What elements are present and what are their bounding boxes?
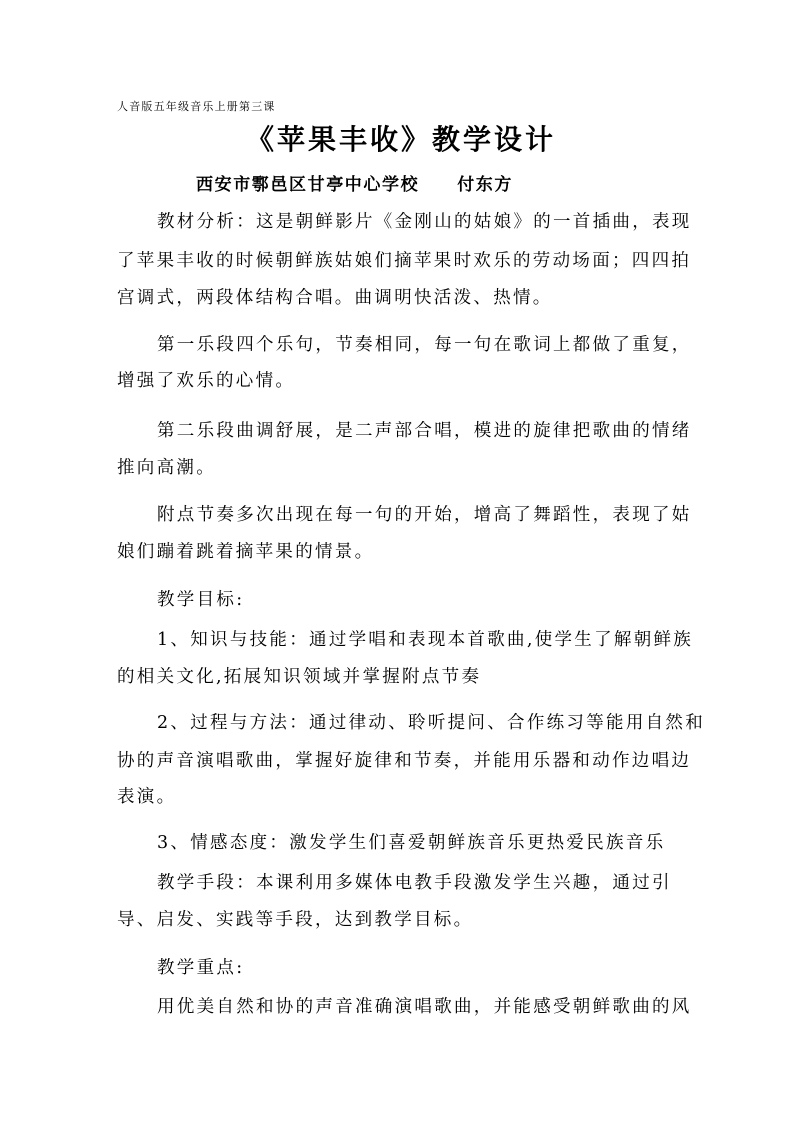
paragraph-line: 的相关文化,拓展知识领域并掌握附点节奏: [117, 667, 482, 687]
author-name: 付东方: [457, 175, 514, 195]
paragraph-line: 教材分析：这是朝鲜影片《金刚山的姑娘》的一首插曲，表现: [157, 212, 692, 232]
paragraph-line: 3、情感态度：激发学生们喜爱朝鲜族音乐更热爱民族音乐: [157, 833, 666, 853]
paragraph-line: 娘们蹦着跳着摘苹果的情景。: [117, 542, 375, 562]
paragraph-line: 宫调式，两段体结构合唱。曲调明快活泼、热情。: [117, 288, 553, 308]
author-line: [196, 170, 513, 195]
paragraph-line: 2、过程与方法：通过律动、聆听提问、合作练习等能用自然和: [157, 713, 706, 733]
paragraph-line: 增强了欢乐的心情。: [117, 371, 296, 391]
paragraph-line: 导、启发、实践等手段，达到教学目标。: [117, 910, 474, 930]
paragraph-line: 推向高潮。: [117, 458, 216, 478]
paragraph-line: 附点节奏多次出现在每一句的开始，增高了舞蹈性，表现了姑: [157, 505, 692, 525]
paragraph-line: 第二乐段曲调舒展，是二声部合唱，模进的旋律把歌曲的情绪: [157, 421, 692, 441]
section-heading: 教学目标:: [157, 590, 245, 610]
paragraph-line: 用优美自然和协的声音准确演唱歌曲，并能感受朝鲜歌曲的风: [157, 997, 692, 1017]
school-name: 西安市鄠邑区甘亭中心学校: [196, 175, 420, 195]
paragraph-line: 教学手段：本课利用多媒体电教手段激发学生兴趣，通过引: [157, 873, 672, 893]
section-heading: 教学重点:: [157, 958, 245, 978]
paragraph-line: 协的声音演唱歌曲，掌握好旋律和节奏，并能用乐器和动作边唱边: [117, 751, 692, 771]
paragraph-line: 了苹果丰收的时候朝鲜族姑娘们摘苹果时欢乐的劳动场面；四四拍: [117, 251, 692, 271]
lesson-header-note: 人音版五年级音乐上册第三课: [117, 100, 276, 113]
paragraph-line: 表演。: [117, 787, 177, 807]
paragraph-line: 第一乐段四个乐句，节奏相同，每一句在歌词上都做了重复，: [157, 335, 692, 355]
paragraph-line: 1、知识与技能：通过学唱和表现本首歌曲,使学生了解朝鲜族: [157, 630, 694, 650]
document-title: 《苹果丰收》教学设计: [246, 123, 557, 156]
